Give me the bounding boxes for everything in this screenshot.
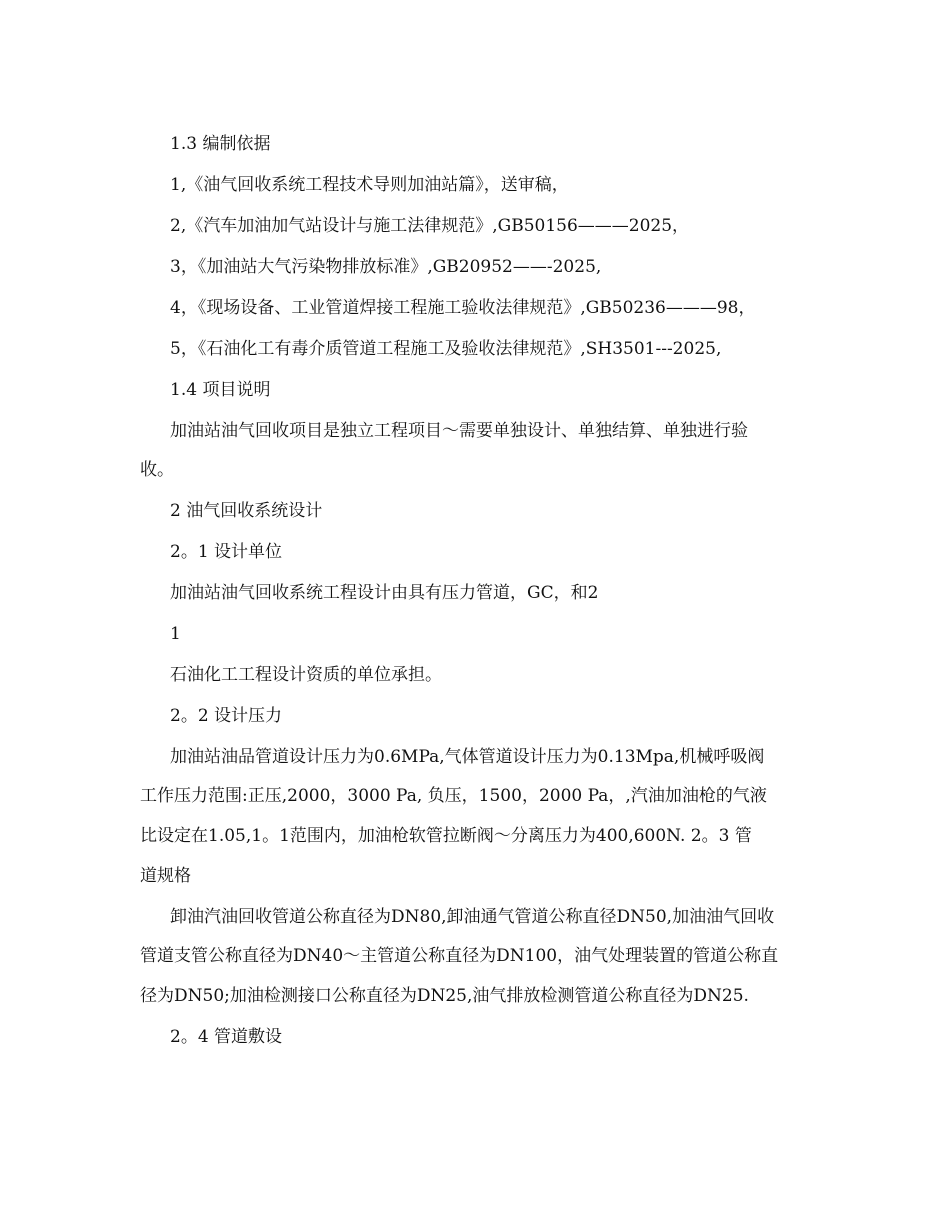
section-heading-2: 2 油气回收系统设计 — [170, 501, 323, 521]
paragraph-line: 比设定在1.05,1。1范围内，加油枪软管拉断阀～分离压力为400,600N. 2。3 管 — [140, 826, 752, 846]
section-heading-1-4: 1.4 项目说明 — [170, 380, 271, 400]
section-heading-2-1: 2。1 设计单位 — [170, 542, 283, 562]
paragraph-line: 加油站油品管道设计压力为0.6MPa,气体管道设计压力为0.13Mpa,机械呼吸阀 — [170, 747, 765, 767]
paragraph-line: 道规格 — [140, 866, 191, 886]
paragraph-line: 收。 — [140, 460, 174, 480]
section-heading-2-2: 2。2 设计压力 — [170, 706, 283, 726]
reference-item-5: 5，《石油化工有毒介质管道工程施工及验收法律规范》,SH3501---2025, — [170, 339, 722, 359]
paragraph-line: 径为DN50;加油检测接口公称直径为DN25,油气排放检测管道公称直径为DN25. — [140, 986, 749, 1006]
reference-item-2: 2,《汽车加油加气站设计与施工法律规范》,GB50156———2025， — [170, 216, 690, 236]
paragraph-line: 加油站油气回收项目是独立工程项目～需要单独设计、单独结算、单独进行验 — [170, 421, 748, 441]
paragraph-line: 加油站油气回收系统工程设计由具有压力管道，GC，和2 — [170, 583, 599, 603]
paragraph-line: 石油化工工程设计资质的单位承担。 — [170, 665, 442, 685]
paragraph-line: 卸油汽油回收管道公称直径为DN80,卸油通气管道公称直径DN50,加油油气回收 — [170, 907, 775, 927]
reference-item-1: 1,《油气回收系统工程技术导则加油站篇》，送审稿， — [170, 175, 569, 195]
section-heading-2-4: 2。4 管道敷设 — [170, 1027, 283, 1047]
paragraph-line: 工作压力范围:正压,2000，3000 Pa, 负压，1500，2000 Pa，,汽油加油枪的气液 — [140, 786, 767, 806]
paragraph-line: 1 — [170, 624, 181, 644]
paragraph-line: 管道支管公称直径为DN40～主管道公称直径为DN100，油气处理装置的管道公称直 — [140, 946, 779, 966]
section-heading-1-3: 1.3 编制依据 — [170, 134, 271, 154]
reference-item-4: 4，《现场设备、工业管道焊接工程施工验收法律规范》,GB50236———98， — [170, 298, 756, 318]
reference-item-3: 3，《加油站大气污染物排放标准》,GB20952——-2025, — [170, 257, 602, 277]
